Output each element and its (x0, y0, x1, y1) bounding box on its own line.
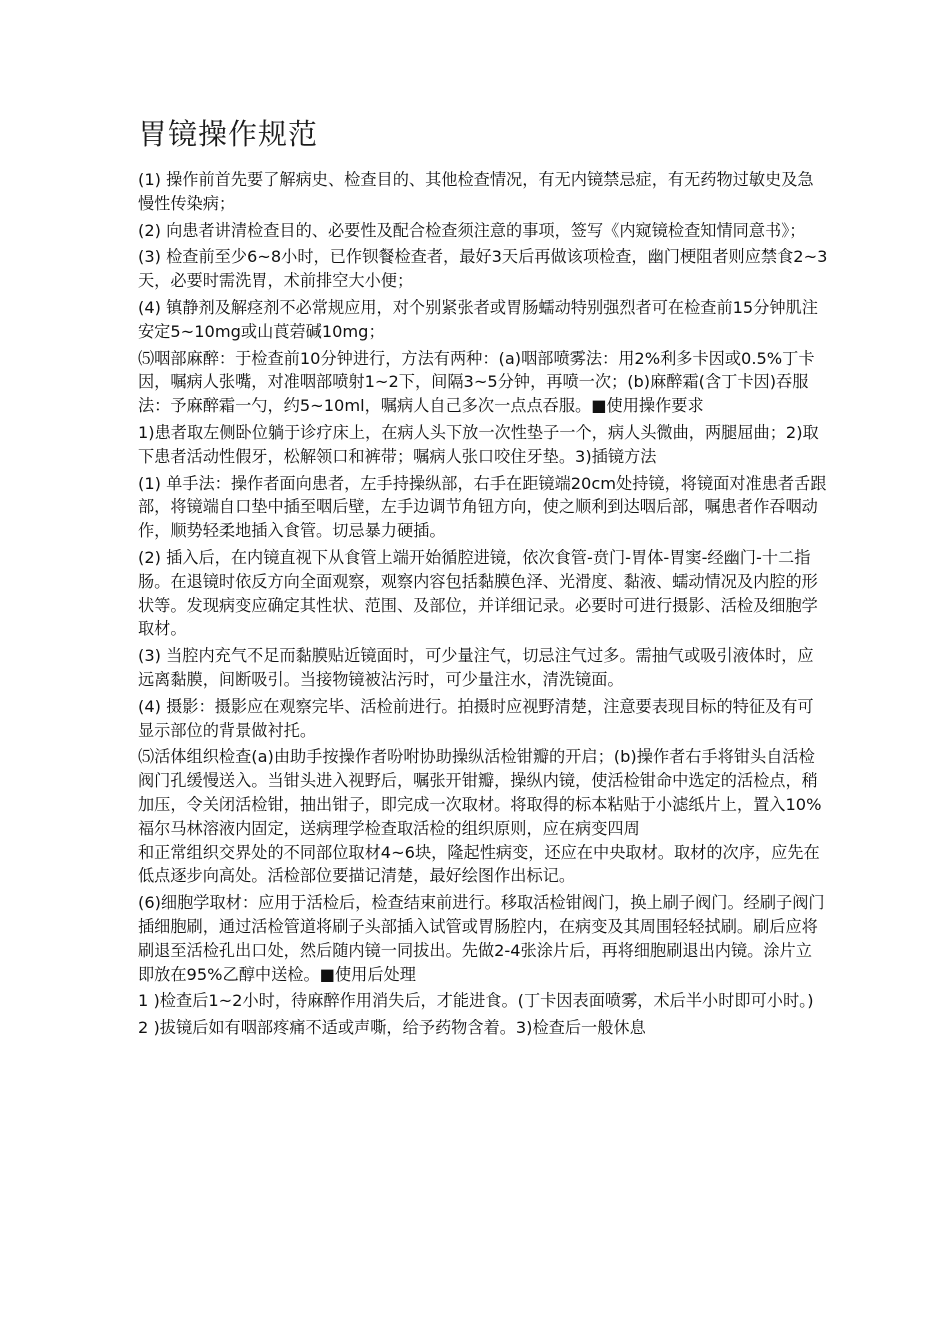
paragraph-1: (1) 操作前首先要了解病史、检查目的、其他检查情况，有无内镜禁忌症，有无药物过敏史及急慢性传染病； (138, 170, 814, 213)
paragraph-14: 1 )检查后1~2小时，待麻醉作用消失后，才能进食。(丁卡因表面喷雾，术后半小时即可小时。) (138, 991, 814, 1011)
paragraph-5: ⑸咽部麻醉：于检查前10分钟进行，方法有两种：(a)咽部喷雾法：用2%利多卡因或0.5%丁卡因，嘱病人张嘴，对准咽部喷射1~2下，间隔3~5分钟，再喷一次；(b)麻醉霜(含丁卡因)吞服法：予麻醉霜一勺，约5~10ml，嘱病人自己多次一点点吞服。■使用操作要求 (138, 348, 815, 416)
paragraph-12: 和正常组织交界处的不同部位取材4~6块，隆起性病变，还应在中央取材。取材的次序，应先在低点逐步向高处。活检部位要描记清楚，最好绘图作出标记。 (138, 842, 820, 886)
paragraph-3: (3) 检查前至少6~8小时，已作钡餐检查者，最好3天后再做该项检查，幽门梗阻者则应禁食2~3天，必要时需洗胃，术前排空大小便； (138, 247, 828, 291)
paragraph-11: ⑸活体组织检查(a)由助手按操作者吩咐协助操纵活检钳瓣的开启；(b)操作者右手将钳头自活检阀门孔缓慢送入。当钳头进入视野后，嘱张开钳瓣，操纵内镜，使活检钳命中选定的活检点，稍加压，令关闭活检钳，抽出钳子，即完成一次取材。将取得的标本粘贴于小滤纸片上，置入10%福尔马林溶液内固定，送病理学检查取活检的组织原则，应在病变四周 (138, 747, 822, 838)
paragraph-8: (2) 插入后，在内镜直视下从食管上端开始循腔进镜，依次食管-贲门-胃体-胃窦-经幽门-十二指肠。在退镜时依反方向全面观察，观察内容包括黏膜色泽、光滑度、黏液、蠕动情况及内腔的形状等。发现病变应确定其性状、范围、及部位，并详细记录。必要时可进行摄影、活检及细胞学取材。 (138, 547, 818, 639)
paragraph-10: (4) 摄影：摄影应在观察完毕、活检前进行。拍摄时应视野清楚，注意要表现目标的特征及有可显示部位的背景做衬托。 (138, 696, 814, 740)
paragraph-15: 2 )拔镜后如有咽部疼痛不适或声嘶，给予药物含着。3)检查后一般休息 (138, 1018, 646, 1038)
paragraph-13: (6)细胞学取材：应用于活检后，检查结束前进行。移取活检钳阀门，换上刷子阀门。经刷子阀门插细胞刷，通过活检管道将刷子头部插入试管或胃肠腔内，在病变及其周围轻轻拭刷。刷后应将刷退至活检孔出口处，然后随内镜一同拔出。先做2-4张涂片后，再将细胞刷退出内镜。涂片立即放在95%乙醇中送检。■使用后处理 (138, 893, 825, 984)
paragraph-4: (4) 镇静剂及解痉剂不必常规应用，对个别紧张者或胃肠蠕动特别强烈者可在检查前15分钟肌注安定5~10mg或山莨菪碱10mg； (138, 297, 818, 341)
paragraph-9: (3) 当腔内充气不足而黏膜贴近镜面时，可少量注气，切忌注气过多。需抽气或吸引液体时，应远离黏膜，间断吸引。当接物镜被沾污时，可少量注水，清洗镜面。 (138, 646, 814, 689)
paragraph-2: (2) 向患者讲清检查目的、必要性及配合检查须注意的事项，签写《内窥镜检查知情同意书》； (138, 220, 806, 240)
paragraph-6: 1)患者取左侧卧位躺于诊疗床上，在病人头下放一次性垫子一个，病人头微曲，两腿屈曲；2)取下患者活动性假牙，松解领口和裤带；嘱病人张口咬住牙垫。3)插镜方法 (138, 422, 819, 466)
document-body (138, 168, 828, 1043)
document-title: 胃镜操作规范 (138, 117, 319, 151)
paragraph-7: (1) 单手法：操作者面向患者，左手持操纵部，右手在距镜端20cm处持镜，将镜面对准患者舌跟部，将镜端自口垫中插至咽后壁，左手边调节角钮方向，使之顺利到达咽后部，嘱患者作吞咽动作，顺势轻柔地插入食管。切忌暴力硬插。 (138, 473, 827, 541)
